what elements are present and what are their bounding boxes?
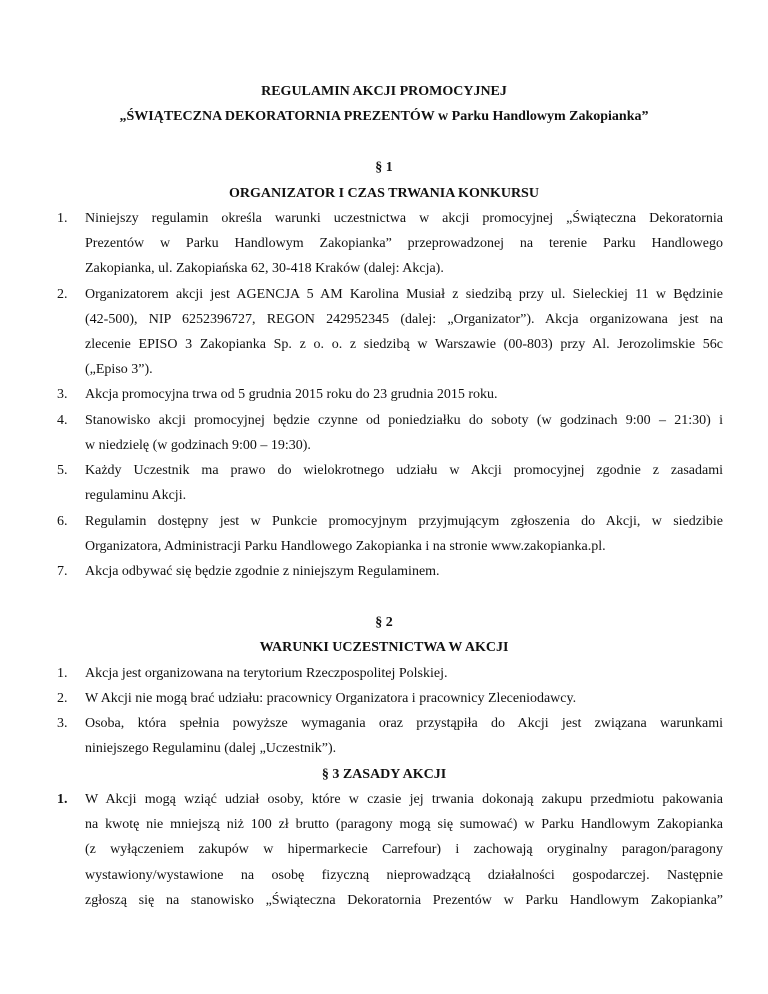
s1-item-6-number: 6. (57, 514, 68, 529)
document-subtitle: „ŚWIĄTECZNA DEKORATORNIA PREZENTÓW w Parku Handlowym Zakopianka” (119, 109, 649, 124)
s1-item-2-line-2: (42-500), NIP 6252396727, REGON 242952345 (dalej: „Organizator”). Akcja organizowana jest na (85, 312, 723, 327)
s1-item-3-number: 3. (57, 387, 68, 402)
s1-item-1-line-1: Niniejszy regulamin określa warunki uczestnictwa w akcji promocyjnej „Świąteczna Dekoratornia (85, 211, 723, 226)
s1-item-2-line-1: Organizatorem akcji jest AGENCJA 5 AM Karolina Musiał z siedzibą przy ul. Sieleckiej 11 w Będzinie (85, 287, 723, 302)
section-3-heading: § 3 ZASADY AKCJI (321, 767, 447, 782)
s2-item-2-line-1: W Akcji nie mogą brać udziału: pracownicy Organizatora i pracownicy Zleceniodawcy. (85, 691, 577, 706)
section-2-heading: WARUNKI UCZESTNICTWA W AKCJI (259, 640, 509, 655)
s2-item-2-number: 2. (57, 691, 68, 706)
section-1-heading: ORGANIZATOR I CZAS TRWANIA KONKURSU (229, 186, 539, 201)
s3-item-1-line-5: zgłoszą się na stanowisko „Świąteczna Dekoratornia Prezentów w Parku Handlowym Zakopianka” (85, 893, 723, 908)
s1-item-6-line-2: Organizatora, Administracji Parku Handlowego Zakopianka i na stronie www.zakopianka.pl. (85, 539, 606, 554)
s1-item-2-number: 2. (57, 287, 68, 302)
s1-item-1-number: 1. (57, 211, 68, 226)
s1-item-2-line-4: („Episo 3”). (85, 362, 153, 377)
s1-item-4-line-2: w niedzielę (w godzinach 9:00 – 19:30). (85, 438, 311, 453)
s1-item-2-line-3: zlecenie EPISO 3 Zakopianka Sp. z o. o. z siedzibą w Warszawie (00-803) przy Al. Jerozolimskie 56c (85, 337, 723, 352)
s3-item-1-line-3: (z wyłączeniem zakupów w hipermarkecie Carrefour) i zachowają oryginalny paragon/paragony (85, 842, 723, 857)
s3-item-1-line-1: W Akcji mogą wziąć udział osoby, które w czasie jej trwania dokonają zakupu przedmiotu pakowania (85, 792, 723, 807)
section-1-sign: § 1 (375, 160, 393, 175)
s1-item-4-line-1: Stanowisko akcji promocyjnej będzie czynne od poniedziałku do soboty (w godzinach 9:00 – 21:30) i (85, 413, 723, 428)
document-title: REGULAMIN AKCJI PROMOCYJNEJ (261, 84, 507, 99)
s1-item-5-line-1: Każdy Uczestnik ma prawo do wielokrotnego udziału w Akcji promocyjnej zgodnie z zasadami (85, 463, 723, 478)
section-2-sign: § 2 (375, 615, 393, 630)
s2-item-3-line-1: Osoba, która spełnia powyższe wymagania oraz przystąpiła do Akcji jest związana warunkami (85, 716, 723, 731)
s1-item-1-line-3: Zakopianka, ul. Zakopiańska 62, 30-418 Kraków (dalej: Akcja). (85, 261, 444, 276)
s1-item-7-line-1: Akcja odbywać się będzie zgodnie z niniejszym Regulaminem. (85, 564, 440, 579)
s1-item-4-number: 4. (57, 413, 68, 428)
s2-item-1-number: 1. (57, 666, 68, 681)
s1-item-6-line-1: Regulamin dostępny jest w Punkcie promocyjnym przyjmującym zgłoszenia do Akcji, w siedzibie (85, 514, 723, 529)
s1-item-3-line-1: Akcja promocyjna trwa od 5 grudnia 2015 roku do 23 grudnia 2015 roku. (85, 387, 498, 402)
s3-item-1-line-2: na kwotę nie mniejszą niż 100 zł brutto (paragony mogą się sumować) w Parku Handlowym Zakopianka (85, 817, 723, 832)
s1-item-1-line-2: Prezentów w Parku Handlowym Zakopianka” przeprowadzonej na terenie Parku Handlowego (85, 236, 723, 251)
s2-item-1-line-1: Akcja jest organizowana na terytorium Rzeczpospolitej Polskiej. (85, 666, 448, 681)
s1-item-5-line-2: regulaminu Akcji. (85, 488, 187, 503)
s3-item-1-line-4: wystawiony/wystawione na osobę fizyczną nieprowadzącą działalności gospodarczej. Następnie (85, 868, 723, 883)
s2-item-3-line-2: niniejszego Regulaminu (dalej „Uczestnik”). (85, 741, 337, 756)
s3-item-1-number: 1. (57, 792, 68, 807)
s1-item-7-number: 7. (57, 564, 68, 579)
s2-item-3-number: 3. (57, 716, 68, 731)
s1-item-5-number: 5. (57, 463, 68, 478)
